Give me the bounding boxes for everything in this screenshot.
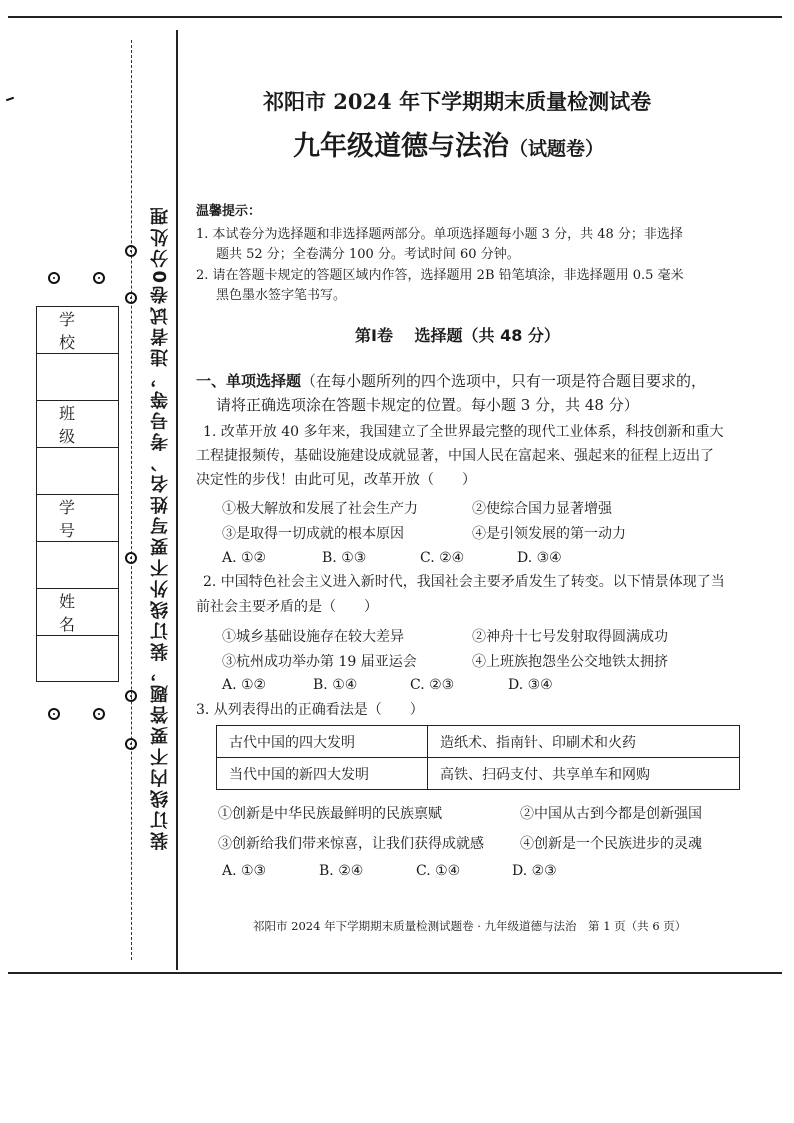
binding-hole-icon [93,272,105,284]
q3-item: ③创新给我们带来惊喜，让我们获得成就感 [218,836,484,852]
table-row [217,726,740,758]
q3-stem: 3. 从列表得出的正确看法是（ ） [196,702,424,718]
q2-option-d[interactable]: D. ③④ [508,677,553,693]
binding-notice: 装订线内不要答题，装订线外不要写姓名、考号等，违者试卷0分处理 [150,204,171,850]
q3-option-d[interactable]: D. ②③ [512,863,557,879]
binding-line-dot-icon [125,245,137,257]
binding-divider [176,30,178,970]
binding-line-dot-icon [125,738,137,750]
tips-line: 2. 请在答题卡规定的答题区域内作答，选择题用 2B 铅笔填涂，非选择题用 0.5 毫米 [196,268,684,283]
q2-item: ②神舟十七号发射取得圆满成功 [472,629,668,645]
q1-option-c[interactable]: C. ②④ [420,550,465,566]
q2-option-a[interactable]: A. ①② [222,677,267,693]
part-title: 一、单项选择题 [196,372,302,390]
q1-option-d[interactable]: D. ③④ [517,550,562,566]
q3-item: ④创新是一个民族进步的灵魂 [520,836,702,852]
q3-option-c[interactable]: C. ①④ [416,863,461,879]
q1-stem: 工程捷报频传，基础设施建设成就显著，中国人民在富起来、强起来的征程上迈出了 [196,448,714,464]
q3-table [216,725,740,790]
binding-line-dot-icon [125,552,137,564]
tips-line: 题共 52 分；全卷满分 100 分。考试时间 60 分钟。 [216,247,520,262]
page-footer: 祁阳市 2024 年下学期期末质量检测试题卷 · 九年级道德与法治 第 1 页（共 6 页） [253,919,687,933]
scan-mark [6,97,14,102]
q1-option-a[interactable]: A. ①② [222,550,267,566]
q2-stem: 前社会主要矛盾的是（ ） [196,599,378,615]
school-label: 学 校 [37,307,118,354]
q2-option-b[interactable]: B. ①④ [313,677,358,693]
q1-item: ②使综合国力显著增强 [472,501,612,517]
part-desc: 请将正确选项涂在答题卡规定的位置。每小题 3 分，共 48 分） [216,396,639,414]
tips-heading: 温馨提示： [196,204,262,219]
section-title: 第Ⅰ卷 选择题（共 48 分） [355,326,560,345]
name-field[interactable] [37,636,118,683]
class-label: 班 级 [37,401,118,448]
q3-item: ①创新是中华民族最鲜明的民族禀赋 [218,806,442,822]
table-cell: 高铁、扫码支付、共享单车和网购 [428,758,740,790]
table-row [217,758,740,790]
exam-subtitle [293,124,604,163]
q2-option-c[interactable]: C. ②③ [410,677,455,693]
binding-hole-icon [93,708,105,720]
student-number-label: 学 号 [37,495,118,542]
q1-item: ③是取得一切成就的根本原因 [222,526,404,542]
part-desc: （在每小题所列的四个选项中，只有一项是符合题目要求的， [301,372,707,390]
binding-line-dot-icon [125,690,137,702]
q2-item: ④上班族抱怨坐公交地铁太拥挤 [472,654,668,670]
exam-title: 祁阳市 2024 年下学期期末质量检测试卷 [263,89,652,114]
binding-line-dot-icon [125,292,137,304]
tips-line: 黑色墨水签字笔书写。 [216,288,347,303]
scan-border-top [8,16,782,18]
table-cell: 古代中国的四大发明 [217,726,428,758]
part-instructions [196,370,706,392]
subject-name: 九年级道德与法治 [293,131,509,162]
table-cell: 造纸术、指南针、印刷术和火药 [428,726,740,758]
table-cell: 当代中国的新四大发明 [217,758,428,790]
subtitle-note: （试题卷） [509,138,605,160]
tips-line: 1. 本试卷分为选择题和非选择题两部分。单项选择题每小题 3 分，共 48 分；非选择 [196,227,683,242]
q3-item: ②中国从古到今都是创新强国 [520,806,702,822]
q1-stem: 决定性的步伐！由此可见，改革开放（ ） [196,472,476,488]
name-label: 姓 名 [37,589,118,636]
binding-line [131,40,132,960]
scan-border-bottom [8,972,782,974]
q2-item: ③杭州成功举办第 19 届亚运会 [222,654,417,670]
q1-item: ④是引领发展的第一动力 [472,526,626,542]
q2-stem: 2. 中国特色社会主义进入新时代，我国社会主要矛盾发生了转变。以下情景体现了当 [203,574,725,590]
binding-hole-icon [48,708,60,720]
q1-option-b[interactable]: B. ①③ [322,550,367,566]
student-info-table [36,306,119,682]
q2-item: ①城乡基础设施存在较大差异 [222,629,404,645]
q3-option-a[interactable]: A. ①③ [222,863,267,879]
student-number-field[interactable] [37,542,118,589]
class-field[interactable] [37,448,118,495]
school-field[interactable] [37,354,118,401]
q1-stem: 1. 改革开放 40 多年来，我国建立了全世界最完整的现代工业体系，科技创新和重大 [203,424,724,440]
q1-item: ①极大解放和发展了社会生产力 [222,501,418,517]
q3-option-b[interactable]: B. ②④ [319,863,364,879]
binding-hole-icon [48,272,60,284]
